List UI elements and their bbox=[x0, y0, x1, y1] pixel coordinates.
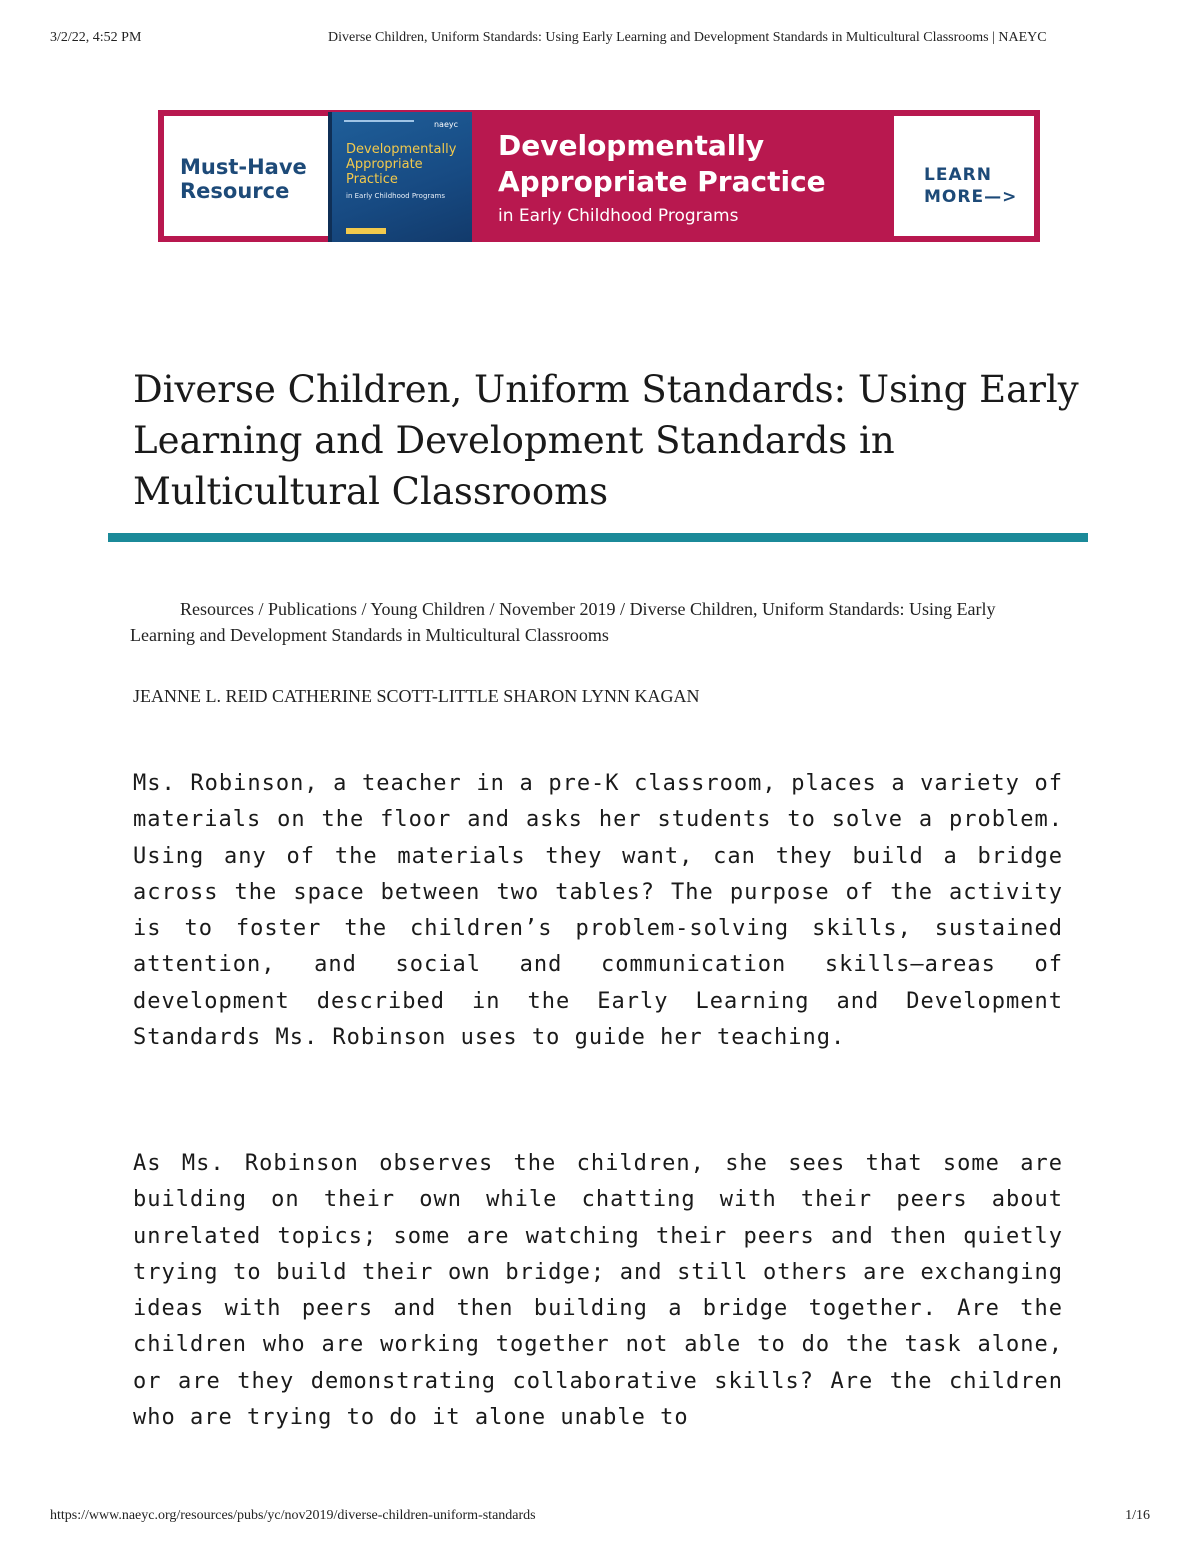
print-footer bbox=[50, 1508, 1150, 1528]
book-logo: naeyc bbox=[433, 120, 458, 129]
article-paragraph-1: Ms. Robinson, a teacher in a pre-K classroom, places a variety of materials on the floor and asks her students to solve a problem. Using any of the materials they want, can they build a bridge across the space between two tables? The purpose of the activity is to foster the children’s problem-solving skills, sustained attention, and social and communication skills—areas of development described in the Early Learning and Development Standards Ms. Robinson uses to guide her teaching. bbox=[133, 771, 1063, 1051]
breadcrumb-item-resources[interactable]: Resources bbox=[180, 599, 254, 619]
article-paragraph-2: As Ms. Robinson observes the children, she sees that some are building on their own while chatting with their peers about unrelated topics; some are watching their peers and then quietly trying to build their own bridge; and still others are exchanging ideas with peers and then building a bridge together. Are the children who are working together not able to do the task alone, or are they demonstrating collaborative skills? Are the children who are trying to do it alone unable to bbox=[133, 1151, 1063, 1431]
book-badge bbox=[346, 228, 386, 234]
breadcrumb-item-young-children[interactable]: Young Children bbox=[370, 599, 486, 619]
learn-more-button[interactable] bbox=[894, 116, 1034, 236]
book-subtitle: in Early Childhood Programs bbox=[346, 192, 446, 200]
book-title: Developmentally Appropriate Practice bbox=[346, 142, 457, 187]
banner-headline: Developmentally Appropriate Practice bbox=[498, 129, 826, 198]
print-page-title: Diverse Children, Uniform Standards: Using Early Learning and Development Standards in Multicultural Classrooms | NAEYC bbox=[328, 30, 1047, 45]
print-url: https://www.naeyc.org/resources/pubs/yc/nov2019/diverse-children-uniform-standards bbox=[50, 1508, 536, 1523]
breadcrumb-item-november-2019[interactable]: November 2019 bbox=[499, 599, 616, 619]
print-datetime: 3/2/22, 4:52 PM bbox=[50, 30, 142, 45]
breadcrumb-current: Diverse Children, Uniform Standards: Using Early Learning and Development Standards in Multicultural Classrooms bbox=[130, 599, 996, 645]
ad-banner[interactable] bbox=[158, 110, 1040, 242]
learn-more-label: LEARN MORE—> bbox=[924, 165, 1018, 207]
breadcrumb-separator: / bbox=[357, 599, 371, 619]
article-title: Diverse Children, Uniform Standards: Using Early Learning and Development Standards in Multicultural Classrooms bbox=[133, 368, 1079, 513]
breadcrumb-separator: / bbox=[485, 599, 500, 619]
print-header bbox=[50, 30, 1150, 50]
breadcrumb bbox=[130, 596, 1050, 648]
banner-left-label: Must-Have Resource bbox=[180, 155, 307, 203]
book-cover-image bbox=[328, 112, 472, 242]
breadcrumb-item-publications[interactable]: Publications bbox=[268, 599, 357, 619]
breadcrumb-separator: / bbox=[253, 599, 268, 619]
title-divider bbox=[108, 533, 1088, 542]
banner-subline: in Early Childhood Programs bbox=[498, 206, 739, 226]
book-cover-rule bbox=[344, 120, 414, 138]
print-page-number: 1/16 bbox=[1125, 1508, 1150, 1523]
article-authors: JEANNE L. REID CATHERINE SCOTT-LITTLE SHARON LYNN KAGAN bbox=[133, 686, 700, 706]
breadcrumb-separator: / bbox=[615, 599, 630, 619]
